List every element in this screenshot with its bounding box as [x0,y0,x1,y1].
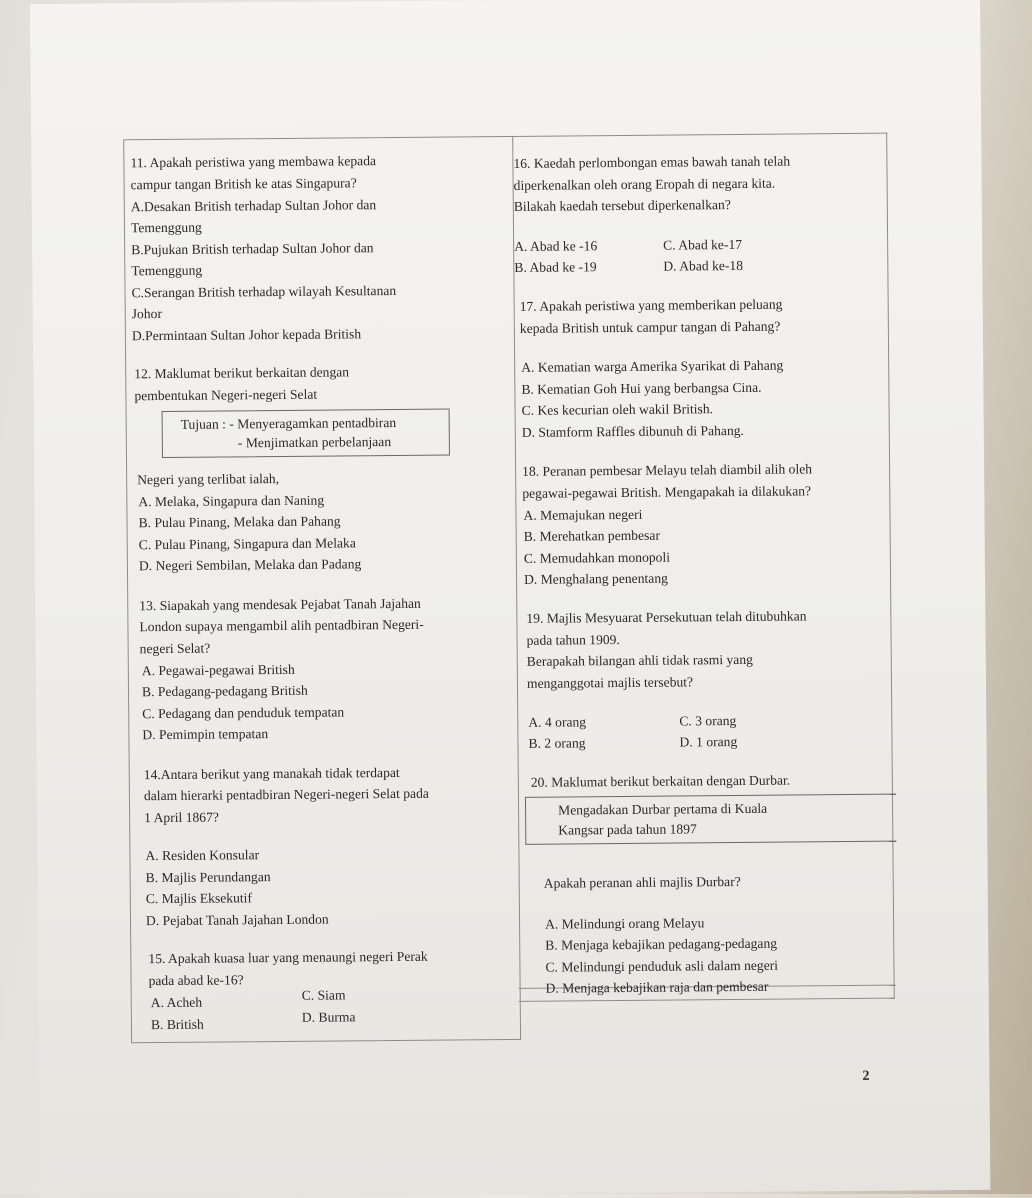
q13-stem-line-2: London supaya mengambil alih pentadbiran Negeri- [139,616,424,635]
q19-stem-line-4: menganggotai majlis tersebut? [526,674,694,691]
q18-option-d: D. Menghalang penentang [523,570,668,587]
q15-option-b: B. British [150,1016,204,1033]
q12-question: Negeri yang terlibat ialah, [137,470,280,488]
q16-option-c: C. Abad ke-17 [663,236,743,253]
q14-stem-line-1: 14.Antara berikut yang manakah tidak terdapat [143,764,400,783]
q19-stem-line-1: 19. Majlis Mesyuarat Persekutuan telah ditubuhkan [526,608,807,626]
q12-option-c: C. Pulau Pinang, Singapura dan Melaka [138,535,356,553]
q15-stem-line-2: pada abad ke-16? [148,972,244,989]
q13-option-b: B. Pedagang-pedagang British [141,682,308,700]
worksheet-page [30,0,990,1198]
q14-stem-line-2: dalam hierarki pentadbiran Negeri-negeri Selat pada [143,785,429,804]
q12-option-a: A. Melaka, Singapura dan Naning [138,492,325,510]
q11-option-b: B.Pujukan British terhadap Sultan Johor dan [131,240,374,258]
q20-option-d: D. Menjaga kebajikan raja dan pembesar [545,978,769,996]
q20-box-line-1: Mengadakan Durbar pertama di Kuala [558,800,768,818]
q19-stem-line-2: pada tahun 1909. [526,632,620,648]
q19-stem-line-3: Berapakah bilangan ahli tidak rasmi yang [526,651,753,669]
q13-option-a: A. Pegawai-pegawai British [141,661,295,679]
q11-option-a: A.Desakan British terhadap Sultan Johor dan [130,197,377,215]
q15-option-c: C. Siam [301,987,346,1003]
q16-stem-line-2: diperkenalkan oleh orang Eropah di negara kita. [513,175,776,193]
q12-stem-line-2: pembentukan Negeri-negeri Selat [134,386,318,404]
q19-option-b: B. 2 orang [528,735,586,751]
q18-option-c: C. Memudahkan monopoli [523,549,671,566]
q13-stem-line-1: 13. Siapakah yang mendesak Pejabat Tanah Jajahan [139,595,421,614]
q11-stem-line-1: 11. Apakah peristiwa yang membawa kepada [130,153,377,171]
q18-option-a: A. Memajukan negeri [523,506,643,523]
q20-info-box [525,794,896,845]
q15-option-d: D. Burma [301,1009,356,1025]
q16-option-a: A. Abad ke -16 [514,238,598,254]
q11-option-c: C.Serangan British terhadap wilayah Kesultanan [131,282,397,301]
q14-option-c: C. Majlis Eksekutif [145,890,252,907]
q20-box-line-2: Kangsar pada tahun 1897 [558,821,697,838]
q18-option-b: B. Merehatkan pembesar [523,527,661,544]
q17-stem-line-2: kepada British untuk campur tangan di Pahang? [519,318,781,336]
q14-stem-line-3: 1 April 1867? [144,809,219,826]
q20-question: Apakah peranan ahli majlis Durbar? [543,873,741,891]
q17-option-c: C. Kes kecurian oleh wakil British. [521,401,714,418]
q11-stem-line-2: campur tangan British ke atas Singapura? [130,175,357,193]
q14-option-a: A. Residen Konsular [145,847,260,864]
q17-option-d: D. Stamform Raffles dibunuh di Pahang. [521,422,744,440]
q14-option-b: B. Majlis Perundangan [145,869,271,886]
q17-stem-line-1: 17. Apakah peristiwa yang memberikan peluang [519,296,783,314]
q16-stem-line-1: 16. Kaedah perlombongan emas bawah tanah telah [513,153,791,171]
q11-option-c-cont: Johor [131,306,163,322]
page-number: 2 [862,1068,870,1084]
q16-stem-line-3: Bilakah kaedah tersebut diperkenalkan? [513,197,731,214]
q14-option-d: D. Pejabat Tanah Jajahan London [145,911,329,929]
q20-option-c: C. Melindungi penduduk asli dalam negeri [545,957,779,975]
q20-option-a: A. Melindungi orang Melayu [545,915,705,932]
q12-option-b: B. Pulau Pinang, Melaka dan Pahang [138,513,341,531]
q11-option-a-cont: Temenggung [130,219,202,236]
q16-option-b: B. Abad ke -19 [514,259,597,275]
q17-option-b: B. Kematian Goh Hui yang berbangsa Cina. [521,379,762,397]
q12-box-line-1: Tujuan : - Menyeragamkan pentadbiran [180,414,397,432]
q15-stem-line-1: 15. Apakah kuasa luar yang menaungi negeri Perak [148,948,428,967]
q17-option-a: A. Kematian warga Amerika Syarikat di Pahang [521,357,784,375]
q12-stem-line-1: 12. Maklumat berikut berkaitan dengan [134,364,350,382]
q20-option-b: B. Menjaga kebajikan pedagang-pedagang [545,935,778,953]
q19-option-c: C. 3 orang [679,713,737,729]
q13-option-c: C. Pedagang dan penduduk tempatan [142,704,345,722]
q13-option-d: D. Pemimpin tempatan [142,726,269,743]
q18-stem-line-2: pegawai-pegawai British. Mengapakah ia dilakukan? [522,483,812,501]
q19-option-d: D. 1 orang [679,734,738,750]
q11-option-d: D.Permintaan Sultan Johor kepada British [131,326,362,344]
q19-option-a: A. 4 orang [528,714,587,730]
q13-stem-line-3: negeri Selat? [139,640,211,657]
q16-option-d: D. Abad ke-18 [663,257,744,274]
q11-option-b-cont: Temenggung [131,262,203,279]
q12-option-d: D. Negeri Sembilan, Melaka dan Padang [138,556,362,574]
q12-info-box [162,408,450,458]
q18-stem-line-1: 18. Peranan pembesar Melayu telah diambil alih oleh [522,461,813,479]
q15-option-a: A. Acheh [150,994,203,1011]
q12-box-line-2: - Menjimatkan perbelanjaan [237,434,392,451]
q20-stem: 20. Maklumat berikut berkaitan dengan Durbar. [530,772,791,790]
